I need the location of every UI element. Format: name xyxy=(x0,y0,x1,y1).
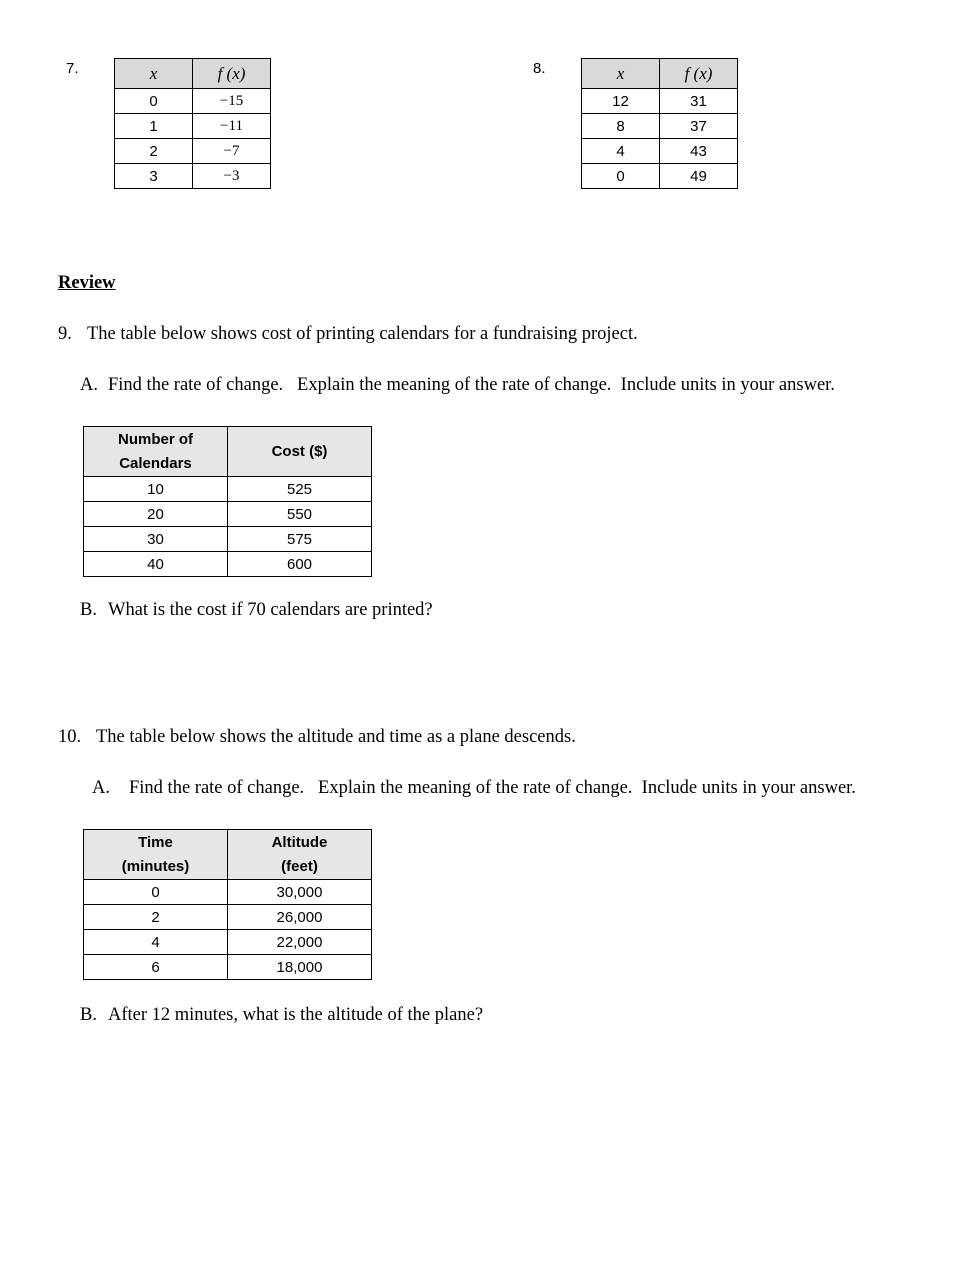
table-row xyxy=(115,139,271,164)
altitude-time-table xyxy=(83,829,372,980)
table-row xyxy=(84,552,372,577)
table-row xyxy=(84,477,372,502)
header-line: Altitude xyxy=(271,833,328,851)
problem-10a-label: A. xyxy=(92,778,110,798)
table-cell: 37 xyxy=(660,114,738,139)
table-row xyxy=(582,139,738,164)
table-cell: 2 xyxy=(84,905,228,930)
header-line: (minutes) xyxy=(121,857,190,875)
table-row xyxy=(84,880,372,905)
problem-9-text: The table below shows cost of printing calendars for a fundraising project. xyxy=(87,324,638,344)
problem-10b-label: B. xyxy=(80,1005,97,1025)
table-cell: 12 xyxy=(582,89,660,114)
table-row xyxy=(115,89,271,114)
table-cell: −7 xyxy=(193,139,271,164)
table-cell: 550 xyxy=(228,502,372,527)
table-row xyxy=(84,930,372,955)
problem-9b-label: B. xyxy=(80,600,97,620)
header-line: Time xyxy=(138,833,173,851)
header-line: Calendars xyxy=(119,454,192,472)
table-header: f (x) xyxy=(193,59,271,89)
header-line: (feet) xyxy=(281,857,318,875)
problem-9b-text: What is the cost if 70 calendars are printed? xyxy=(108,600,433,620)
table-row xyxy=(115,114,271,139)
problem-10a-text: Find the rate of change. Explain the meaning of the rate of change. Include units in your answer. xyxy=(129,778,856,798)
table-cell: 26,000 xyxy=(228,905,372,930)
table-row xyxy=(582,89,738,114)
table-row xyxy=(84,905,372,930)
table-cell: 3 xyxy=(115,164,193,189)
problem-9a-text: Find the rate of change. Explain the meaning of the rate of change. Include units in your answer. xyxy=(108,375,835,395)
table-cell: 2 xyxy=(115,139,193,164)
table-cell: 10 xyxy=(84,477,228,502)
table-cell: 575 xyxy=(228,527,372,552)
table-row xyxy=(84,527,372,552)
table-cell: 43 xyxy=(660,139,738,164)
table-header: x xyxy=(115,59,193,89)
header-line: Number of xyxy=(118,430,193,448)
table-cell: 0 xyxy=(582,164,660,189)
table-cell: 0 xyxy=(84,880,228,905)
table-header: f (x) xyxy=(660,59,738,89)
table-cell: −15 xyxy=(193,89,271,114)
table-cell: 8 xyxy=(582,114,660,139)
problem-10-text: The table below shows the altitude and time as a plane descends. xyxy=(96,727,576,747)
table-cell: 31 xyxy=(660,89,738,114)
table-header xyxy=(84,427,228,477)
table-cell: 22,000 xyxy=(228,930,372,955)
table-cell: 4 xyxy=(84,930,228,955)
table-cell: 1 xyxy=(115,114,193,139)
table-cell: 30,000 xyxy=(228,880,372,905)
table-cell: 4 xyxy=(582,139,660,164)
table-row xyxy=(582,114,738,139)
table-cell: 18,000 xyxy=(228,955,372,980)
table-header xyxy=(228,830,372,880)
table-header xyxy=(84,830,228,880)
problem-10b-text: After 12 minutes, what is the altitude of the plane? xyxy=(108,1005,484,1025)
problem-9-number: 9. xyxy=(58,324,72,344)
table-header: Cost ($) xyxy=(228,427,372,477)
problem-8-table xyxy=(581,58,738,189)
table-row xyxy=(115,164,271,189)
table-row xyxy=(84,502,372,527)
problem-7-table xyxy=(114,58,271,189)
table-cell: 600 xyxy=(228,552,372,577)
problem-9a-label: A. xyxy=(80,375,98,395)
table-cell: −3 xyxy=(193,164,271,189)
calendar-cost-table xyxy=(83,426,372,577)
table-cell: 30 xyxy=(84,527,228,552)
table-cell: 525 xyxy=(228,477,372,502)
table-cell: 20 xyxy=(84,502,228,527)
table-cell: 49 xyxy=(660,164,738,189)
table-row xyxy=(84,955,372,980)
table-cell: 6 xyxy=(84,955,228,980)
problem-7-number: 7. xyxy=(66,60,79,77)
problem-10-number: 10. xyxy=(58,727,82,747)
table-cell: 0 xyxy=(115,89,193,114)
problem-8-number: 8. xyxy=(533,60,546,77)
table-cell: −11 xyxy=(193,114,271,139)
table-header: x xyxy=(582,59,660,89)
review-heading: Review xyxy=(58,273,116,293)
table-cell: 40 xyxy=(84,552,228,577)
table-row xyxy=(582,164,738,189)
